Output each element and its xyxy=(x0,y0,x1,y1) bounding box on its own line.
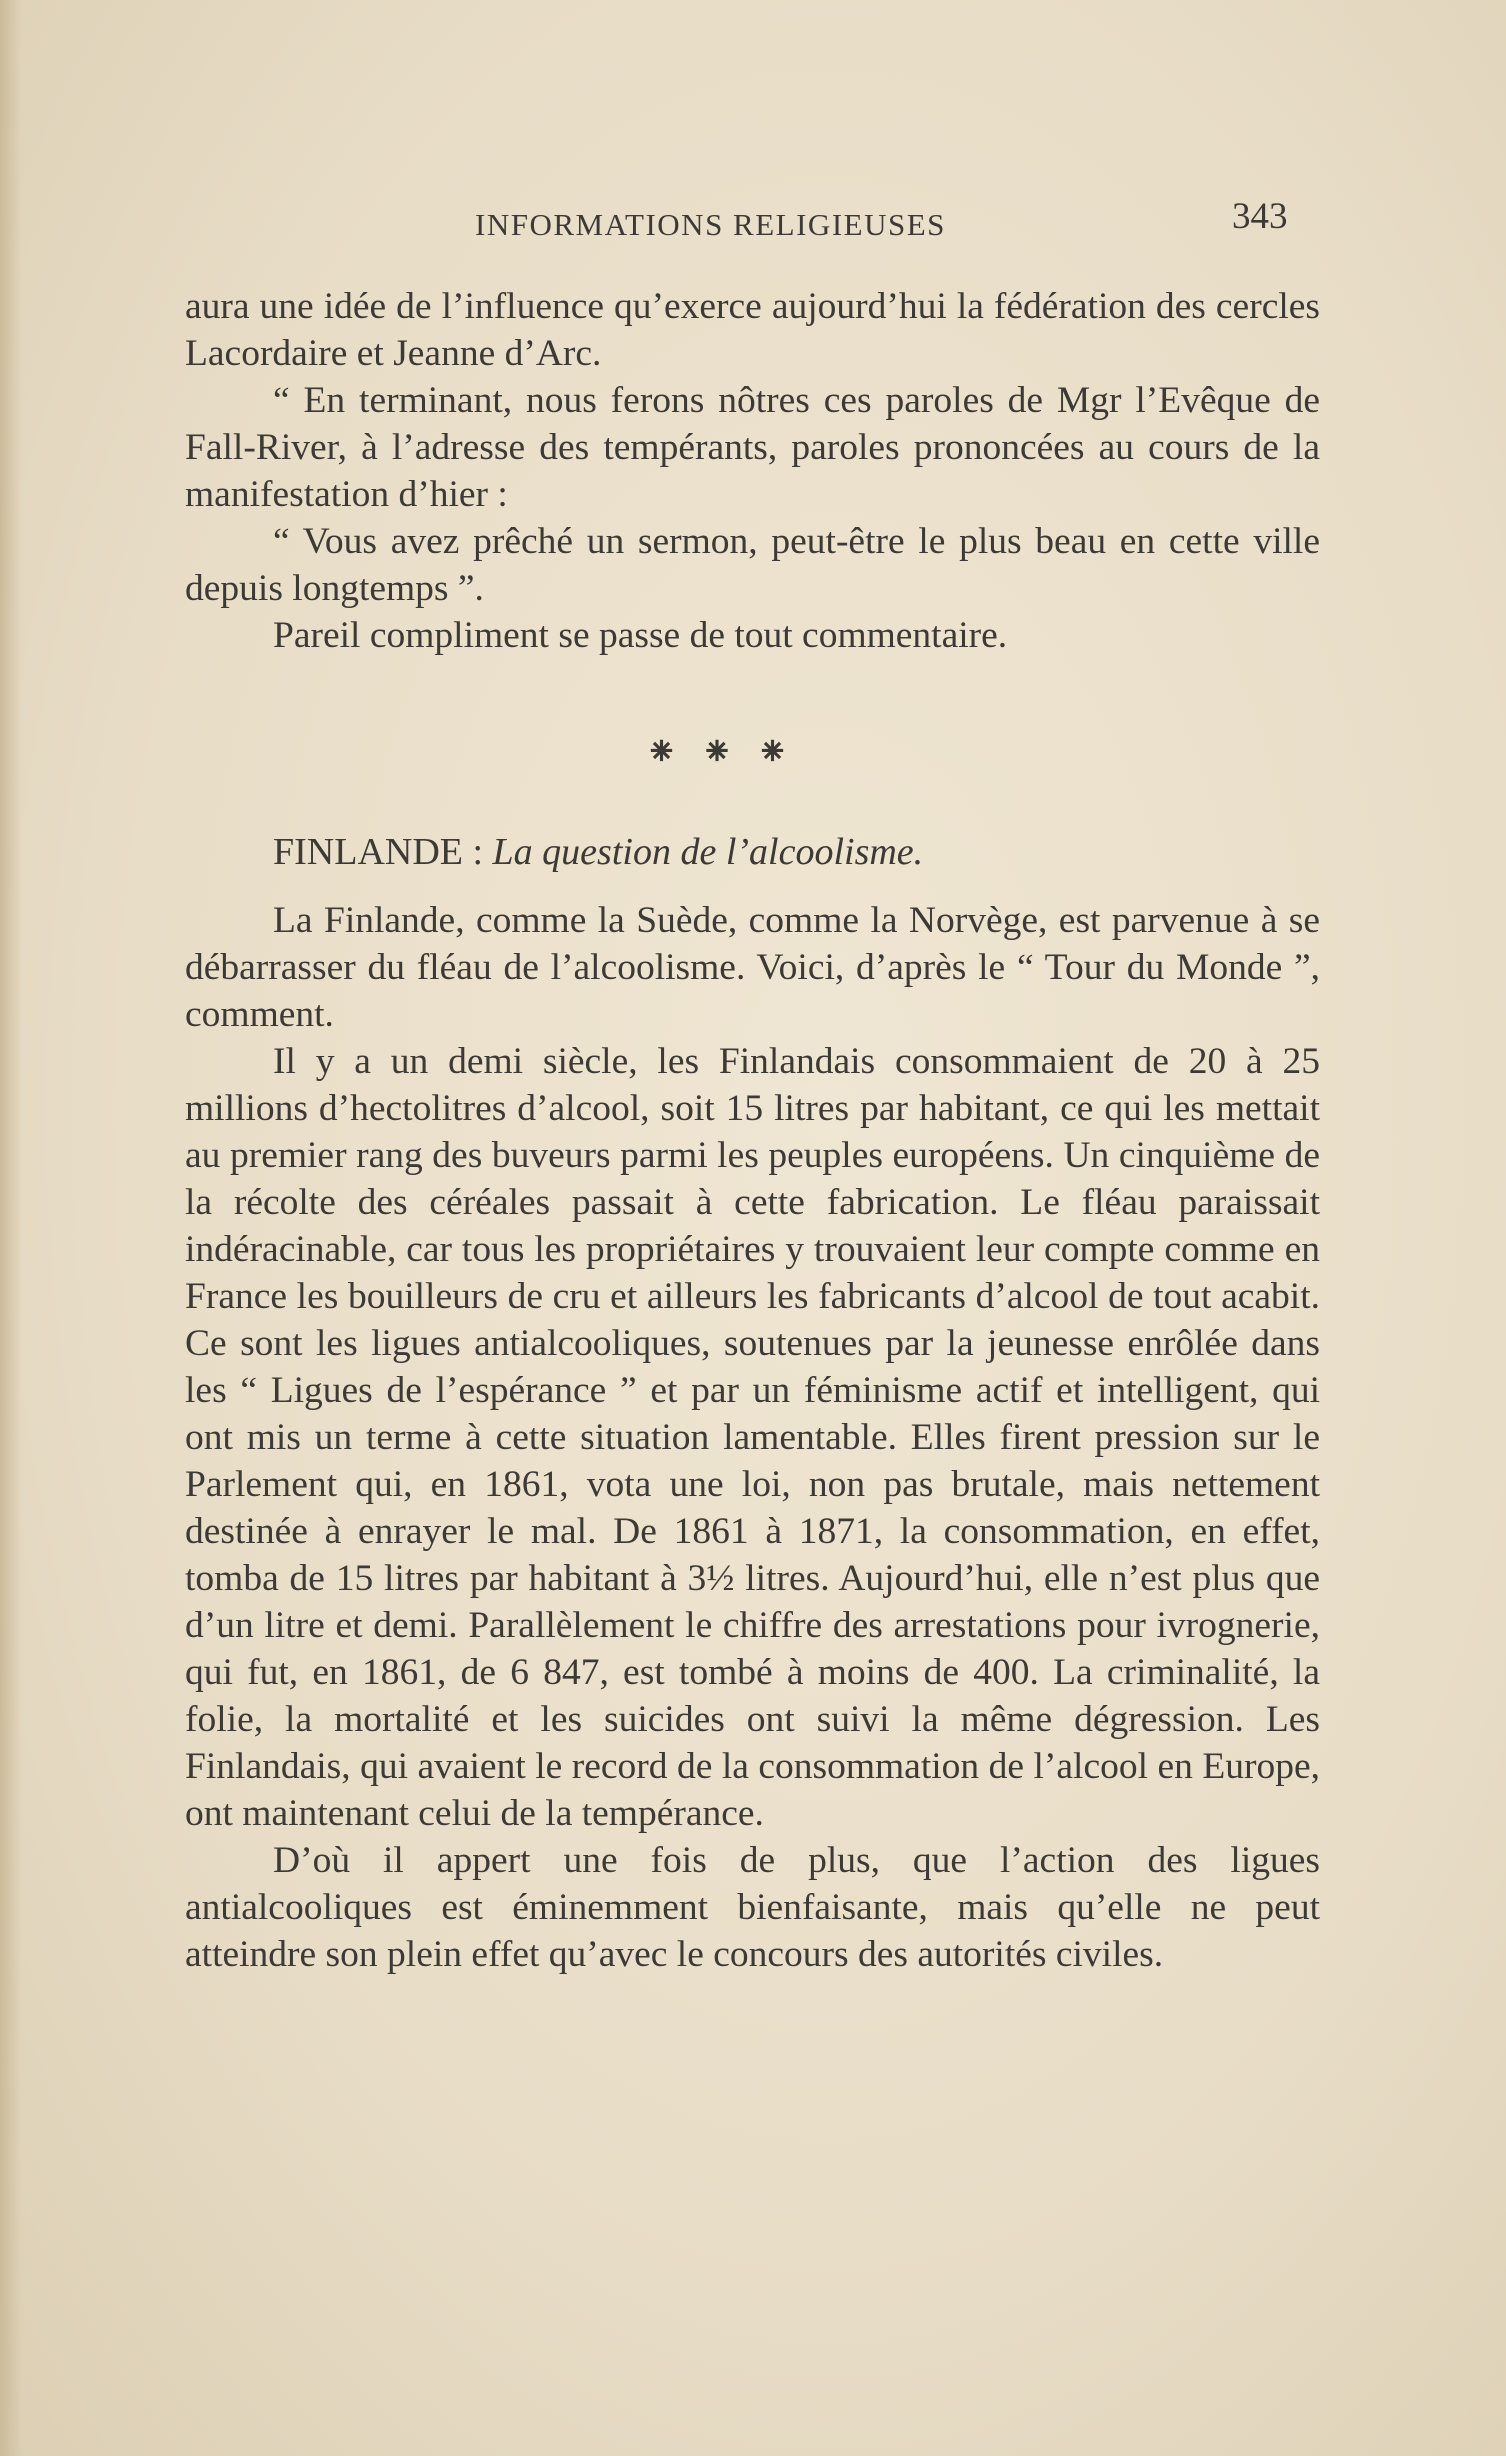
paragraph: D’où il appert une fois de plus, que l’action des ligues antialcooliques est éminemment bienfaisante, mais qu’elle ne peut atteindre son plein effet qu’avec le concours des autorités civiles. xyxy=(185,1840,1320,1975)
heading-subtitle: La question de l’alcoolisme. xyxy=(492,831,924,873)
paragraph: La Finlande, comme la Suède, comme la Norvège, est parvenue à se débarrasser du fléau de l’alcoolisme. Voici, d’après le “ Tour du Monde ”, comment. xyxy=(185,900,1320,1035)
heading-country: FINLANDE : xyxy=(273,831,484,873)
page-number: 343 xyxy=(1232,196,1288,237)
paragraph: Pareil compliment se passe de tout commentaire. xyxy=(273,615,1008,656)
section-separator: ⁕ ⁕ ⁕ xyxy=(644,729,796,774)
continued-text xyxy=(185,283,1320,659)
page-header xyxy=(0,195,1506,255)
paragraph: Il y a un demi siècle, les Finlandais consommaient de 20 à 25 millions d’hectolitres d’alcool, soit 15 litres par habitant, ce qui les mettait au premier rang des buveurs parmi les peuples européens. Un cinquième de la récolte des céréales passait à cette fabrication. Le fléau paraissait indéracinable, car tous les propriétaires y trouvaient leur compte comme en France les bouilleurs de cru et ailleurs les fabricants d’alcool de tout acabit. Ce sont les ligues antialcooliques, soutenues par la jeunesse enrôlée dans les “ Ligues de l’espérance ” et par un féminisme actif et intelligent, qui ont mis un terme à cette situation lamentable. Elles firent pression sur le Parlement qui, en 1861, vota une loi, non pas brutale, mais nettement destinée à enrayer le mal. De 1861 à 1871, la consommation, en effet, tomba de 15 litres par habitant à 3½ litres. Aujourd’hui, elle n’est plus que d’un litre et demi. Parallèlement le chiffre des arrestations pour ivrognerie, qui fut, en 1861, de 6 847, est tombé à moins de 400. La criminalité, la folie, la mortalité et les suicides ont suivi la même dégression. Les Finlandais, qui avaient le record de la consommation de l’alcool en Europe, ont maintenant celui de la tempérance. xyxy=(185,1041,1320,1834)
paragraph: “ En terminant, nous ferons nôtres ces paroles de Mgr l’Evêque de Fall-River, à l’adresse des tempérants, paroles prononcées au cours de la manifestation d’hier : xyxy=(185,380,1320,515)
paragraph: “ Vous avez prêché un sermon, peut-être le plus beau en cette ville depuis longtemps ”. xyxy=(185,521,1320,609)
page-binding-shadow xyxy=(0,0,22,2456)
paragraph: aura une idée de l’influence qu’exerce aujourd’hui la fédération des cercles Lacordaire et Jeanne d’Arc. xyxy=(185,286,1320,374)
running-title: INFORMATIONS RELIGIEUSES xyxy=(475,207,946,242)
section-heading xyxy=(273,830,923,874)
section-body xyxy=(185,897,1320,1978)
